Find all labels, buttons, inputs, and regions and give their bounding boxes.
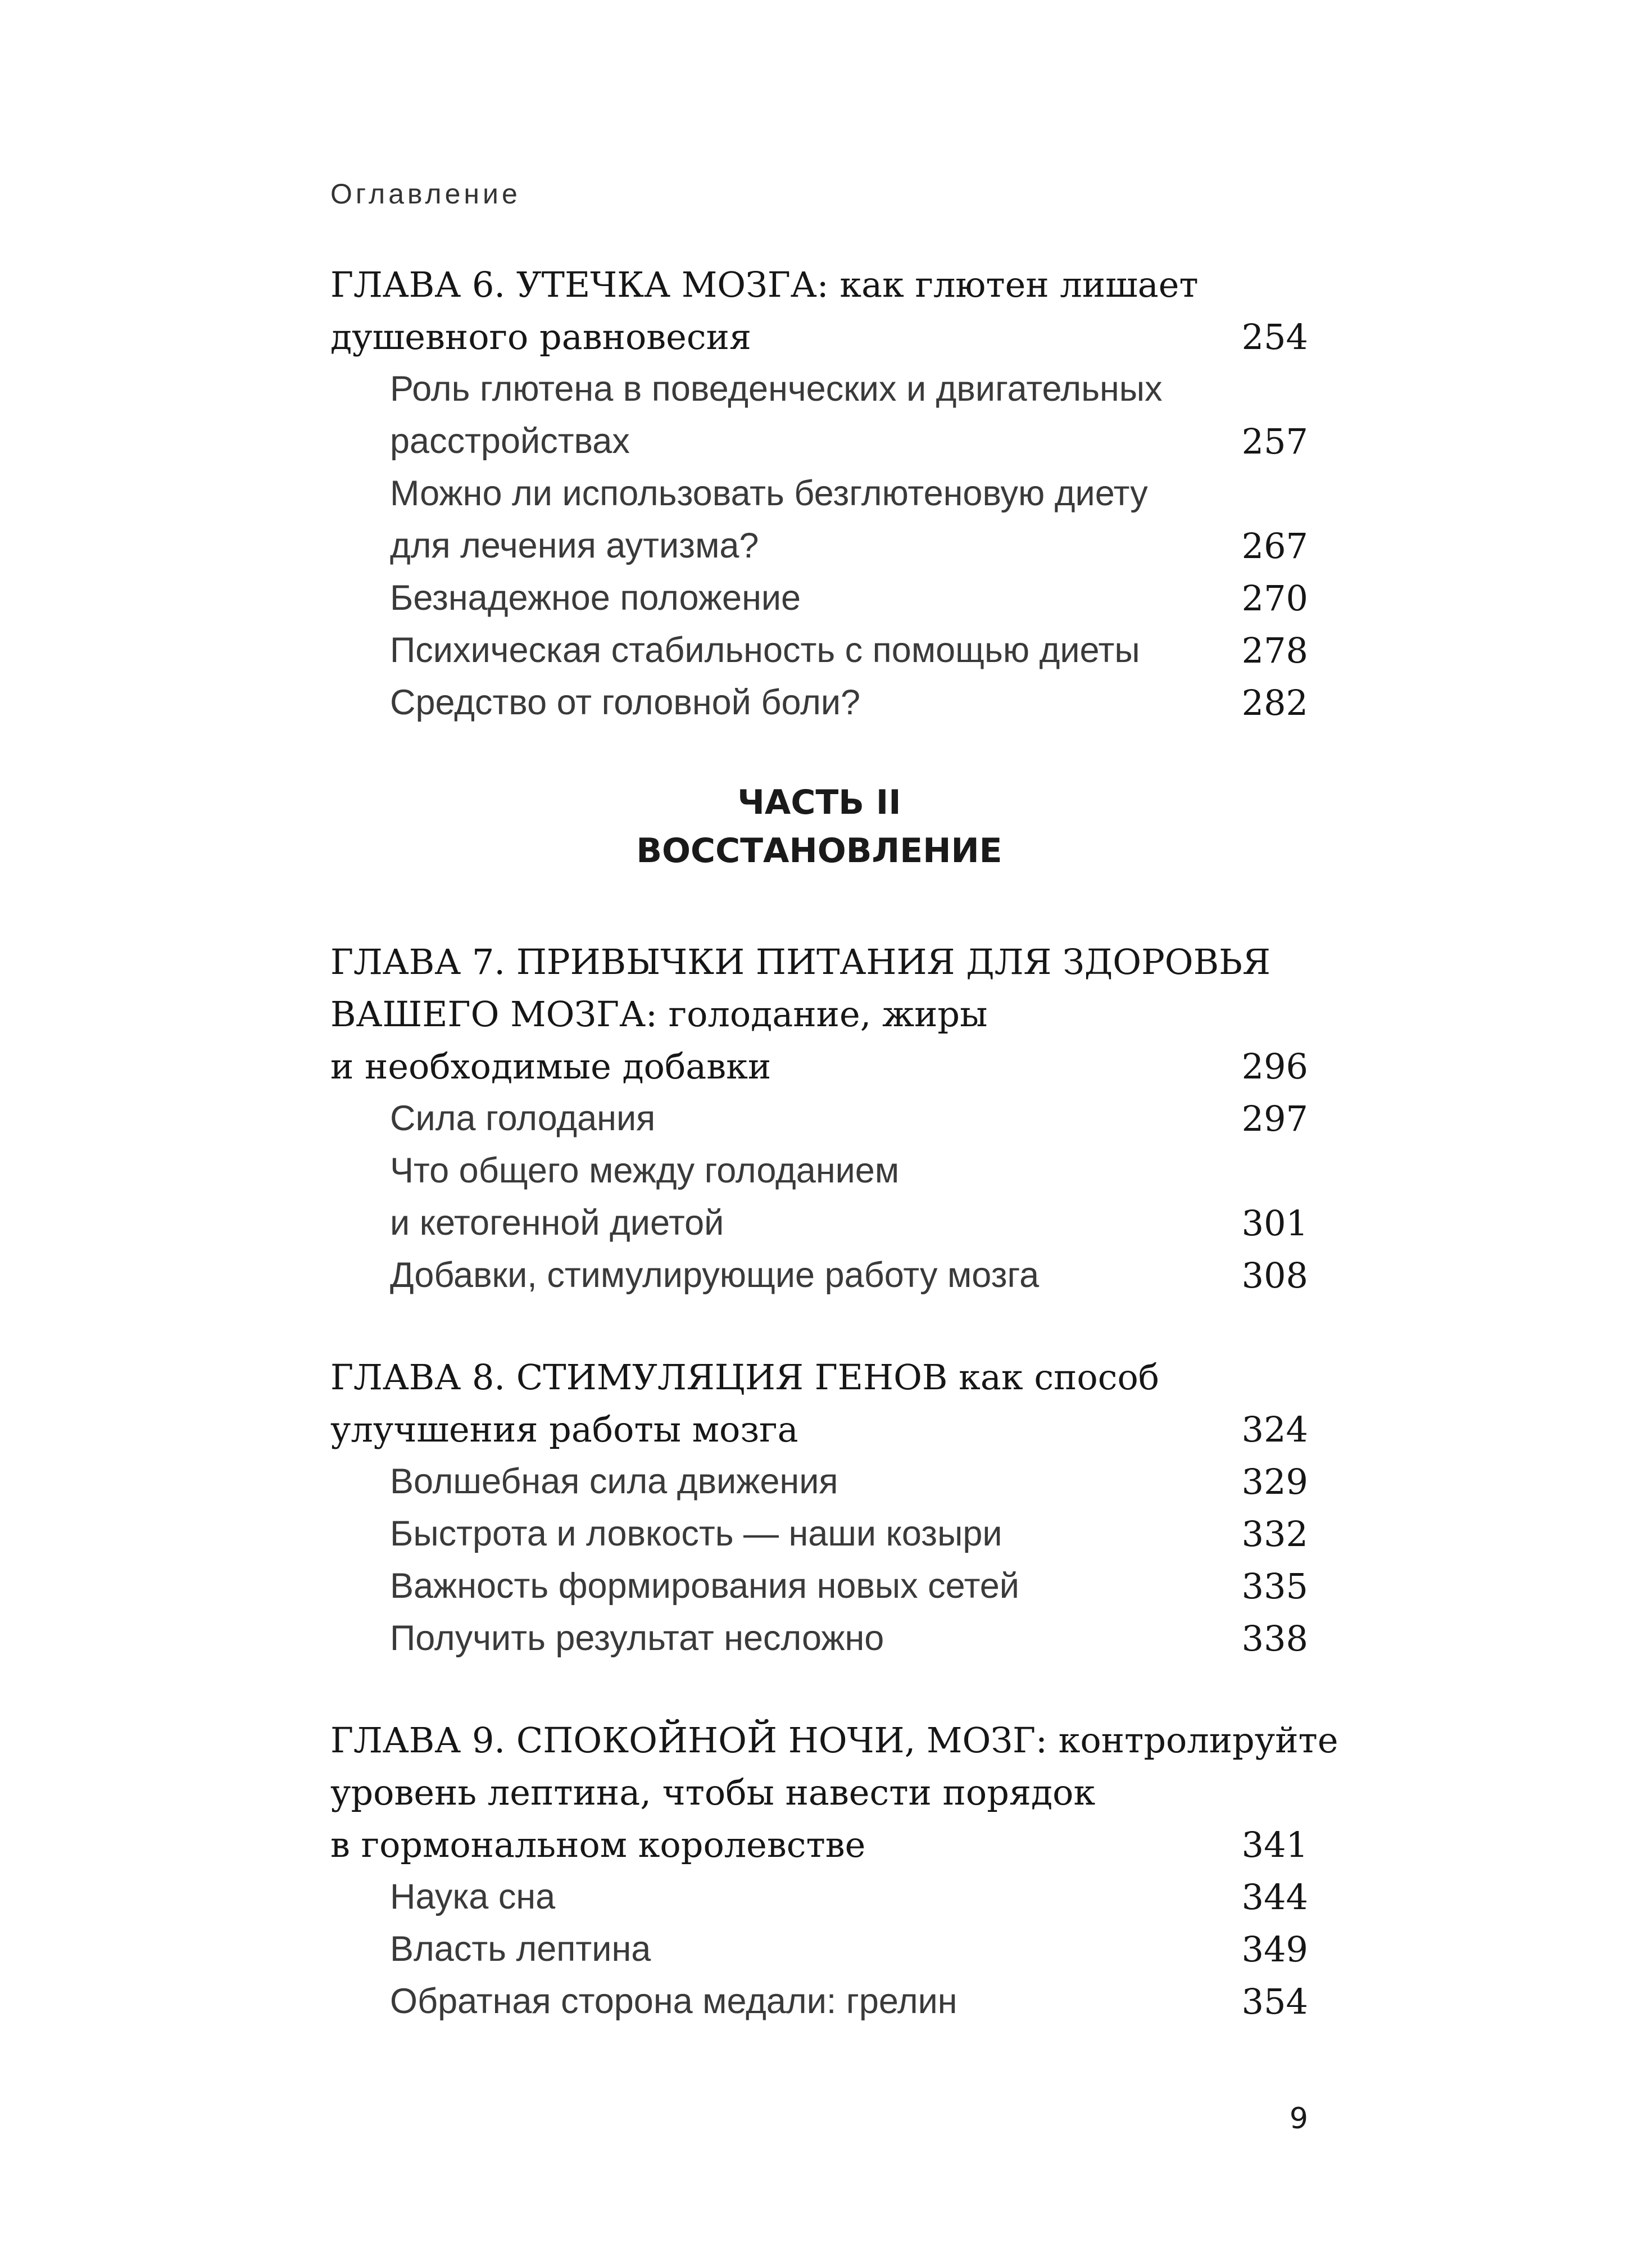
section-title-text: и кетогенной диетой [390, 1203, 724, 1243]
chapter-page-number: 296 [1241, 1046, 1308, 1087]
section-title-text: для лечения аутизма? [390, 526, 759, 565]
section-title-text: Сила голодания [390, 1099, 656, 1138]
section-title-text: Что общего между голоданием [390, 1151, 900, 1190]
chapter-title-line [330, 1714, 1338, 1766]
toc-section [330, 1456, 1308, 1508]
part-heading [330, 778, 1308, 875]
section-line [390, 1145, 1308, 1197]
section-line [390, 1508, 1308, 1560]
toc-section [330, 624, 1308, 677]
toc-chapter-7 [330, 936, 1308, 1302]
section-page-number: 349 [1241, 1929, 1308, 1970]
chapter-title-text: улучшения работы мозга [330, 1409, 798, 1450]
chapter-title-line [330, 1766, 1308, 1819]
section-line [390, 1923, 1308, 1975]
section-title-text: Психическая стабильность с помощью диеты [390, 631, 1140, 670]
toc-chapter-6 [330, 259, 1308, 729]
section-line [390, 1560, 1308, 1612]
section-page-number: 344 [1241, 1877, 1308, 1918]
section-title-text: Роль глютена в поведенческих и двигательных [390, 369, 1163, 409]
section-title-text: Наука сна [390, 1877, 556, 1916]
section-page-number: 301 [1241, 1203, 1308, 1244]
section-line [390, 1197, 1308, 1249]
section-page-number: 338 [1241, 1618, 1308, 1659]
chapter-page-number: 254 [1241, 316, 1308, 357]
section-title-text: Волшебная сила движения [390, 1462, 838, 1501]
toc-section [330, 572, 1308, 624]
chapter-title-line [330, 1040, 1308, 1093]
section-title-text: Получить результат несложно [390, 1619, 884, 1658]
toc-section [330, 1560, 1308, 1612]
section-page-number: 278 [1241, 630, 1308, 671]
chapter-title-line [330, 936, 1308, 988]
section-page-number: 270 [1241, 578, 1308, 619]
section-title-text: Власть лептина [390, 1929, 651, 1969]
section-line [390, 572, 1308, 624]
page-number-folio: 9 [1289, 2102, 1308, 2136]
section-title-text: Можно ли использовать безглютеновую диету [390, 474, 1148, 513]
section-title-text: Быстрота и ловкость — наши козыри [390, 1514, 1002, 1553]
section-line [390, 363, 1308, 415]
toc-section [330, 363, 1308, 468]
part-number: ЧАСТЬ II [737, 783, 901, 822]
toc-section [330, 1612, 1308, 1665]
chapter-title-line [330, 1819, 1308, 1871]
chapter-title-text: в гормональном королевстве [330, 1824, 866, 1865]
section-line [390, 1249, 1308, 1302]
section-title-text: Важность формирования новых сетей [390, 1566, 1020, 1606]
section-line [390, 1093, 1308, 1145]
chapter-page-number: 324 [1241, 1409, 1308, 1450]
section-page-number: 267 [1241, 525, 1308, 566]
chapter-title-text: ГЛАВА 9. СПОКОЙНОЙ НОЧИ, МОЗГ: контролируйте [330, 1720, 1338, 1761]
part-title: ВОССТАНОВЛЕНИЕ [636, 831, 1002, 871]
section-page-number: 257 [1241, 421, 1308, 462]
section-page-number: 329 [1241, 1461, 1308, 1502]
toc-section [330, 1923, 1308, 1975]
section-page-number: 332 [1241, 1513, 1308, 1554]
chapter-title-text: ГЛАВА 6. УТЕЧКА МОЗГА: как глютен лишает [330, 264, 1199, 305]
toc-chapter-8 [330, 1351, 1308, 1665]
chapter-title-text: душевного равновесия [330, 316, 752, 357]
section-line [390, 1456, 1308, 1508]
chapter-title-text: ГЛАВА 7. ПРИВЫЧКИ ПИТАНИЯ ДЛЯ ЗДОРОВЬЯ [330, 941, 1271, 982]
chapter-title-text: уровень лептина, чтобы навести порядок [330, 1772, 1096, 1813]
chapter-title-line [330, 1403, 1308, 1456]
chapter-title-text: ВАШЕГО МОЗГА: голодание, жиры [330, 994, 988, 1035]
chapter-title-line [330, 311, 1308, 363]
section-page-number: 297 [1241, 1098, 1308, 1139]
chapter-page-number: 341 [1241, 1824, 1308, 1865]
section-line [390, 520, 1308, 572]
section-line [390, 468, 1308, 520]
chapter-title-line [330, 988, 1308, 1040]
section-title-text: Безнадежное положение [390, 578, 801, 618]
toc-section [330, 1093, 1308, 1145]
toc-section [330, 1508, 1308, 1560]
section-page-number: 282 [1241, 682, 1308, 723]
toc-section [330, 1249, 1308, 1302]
toc-section [330, 468, 1308, 572]
section-line [390, 677, 1308, 729]
section-line [390, 415, 1308, 468]
section-page-number: 335 [1241, 1566, 1308, 1607]
toc-section [330, 1145, 1308, 1249]
section-page-number: 308 [1241, 1255, 1308, 1296]
toc-section [330, 1975, 1308, 2028]
section-page-number: 354 [1241, 1981, 1308, 2022]
section-title-text: Обратная сторона медали: грелин [390, 1982, 957, 2021]
section-line [390, 1871, 1308, 1923]
table-of-contents [330, 259, 1338, 2077]
section-line [390, 1612, 1308, 1665]
chapter-title-text: ГЛАВА 8. СТИМУЛЯЦИЯ ГЕНОВ как способ [330, 1357, 1160, 1398]
chapter-title-line [330, 1351, 1308, 1403]
toc-chapter-9 [330, 1714, 1338, 2028]
toc-section [330, 1871, 1308, 1923]
toc-section [330, 677, 1308, 729]
section-title-text: Средство от головной боли? [390, 683, 861, 722]
running-head: Оглавление [330, 178, 521, 210]
chapter-title-line [330, 259, 1308, 311]
section-title-text: расстройствах [390, 422, 630, 461]
chapter-title-text: и необходимые добавки [330, 1046, 771, 1087]
section-line [390, 624, 1308, 677]
section-line [390, 1975, 1308, 2028]
section-title-text: Добавки, стимулирующие работу мозга [390, 1256, 1040, 1295]
